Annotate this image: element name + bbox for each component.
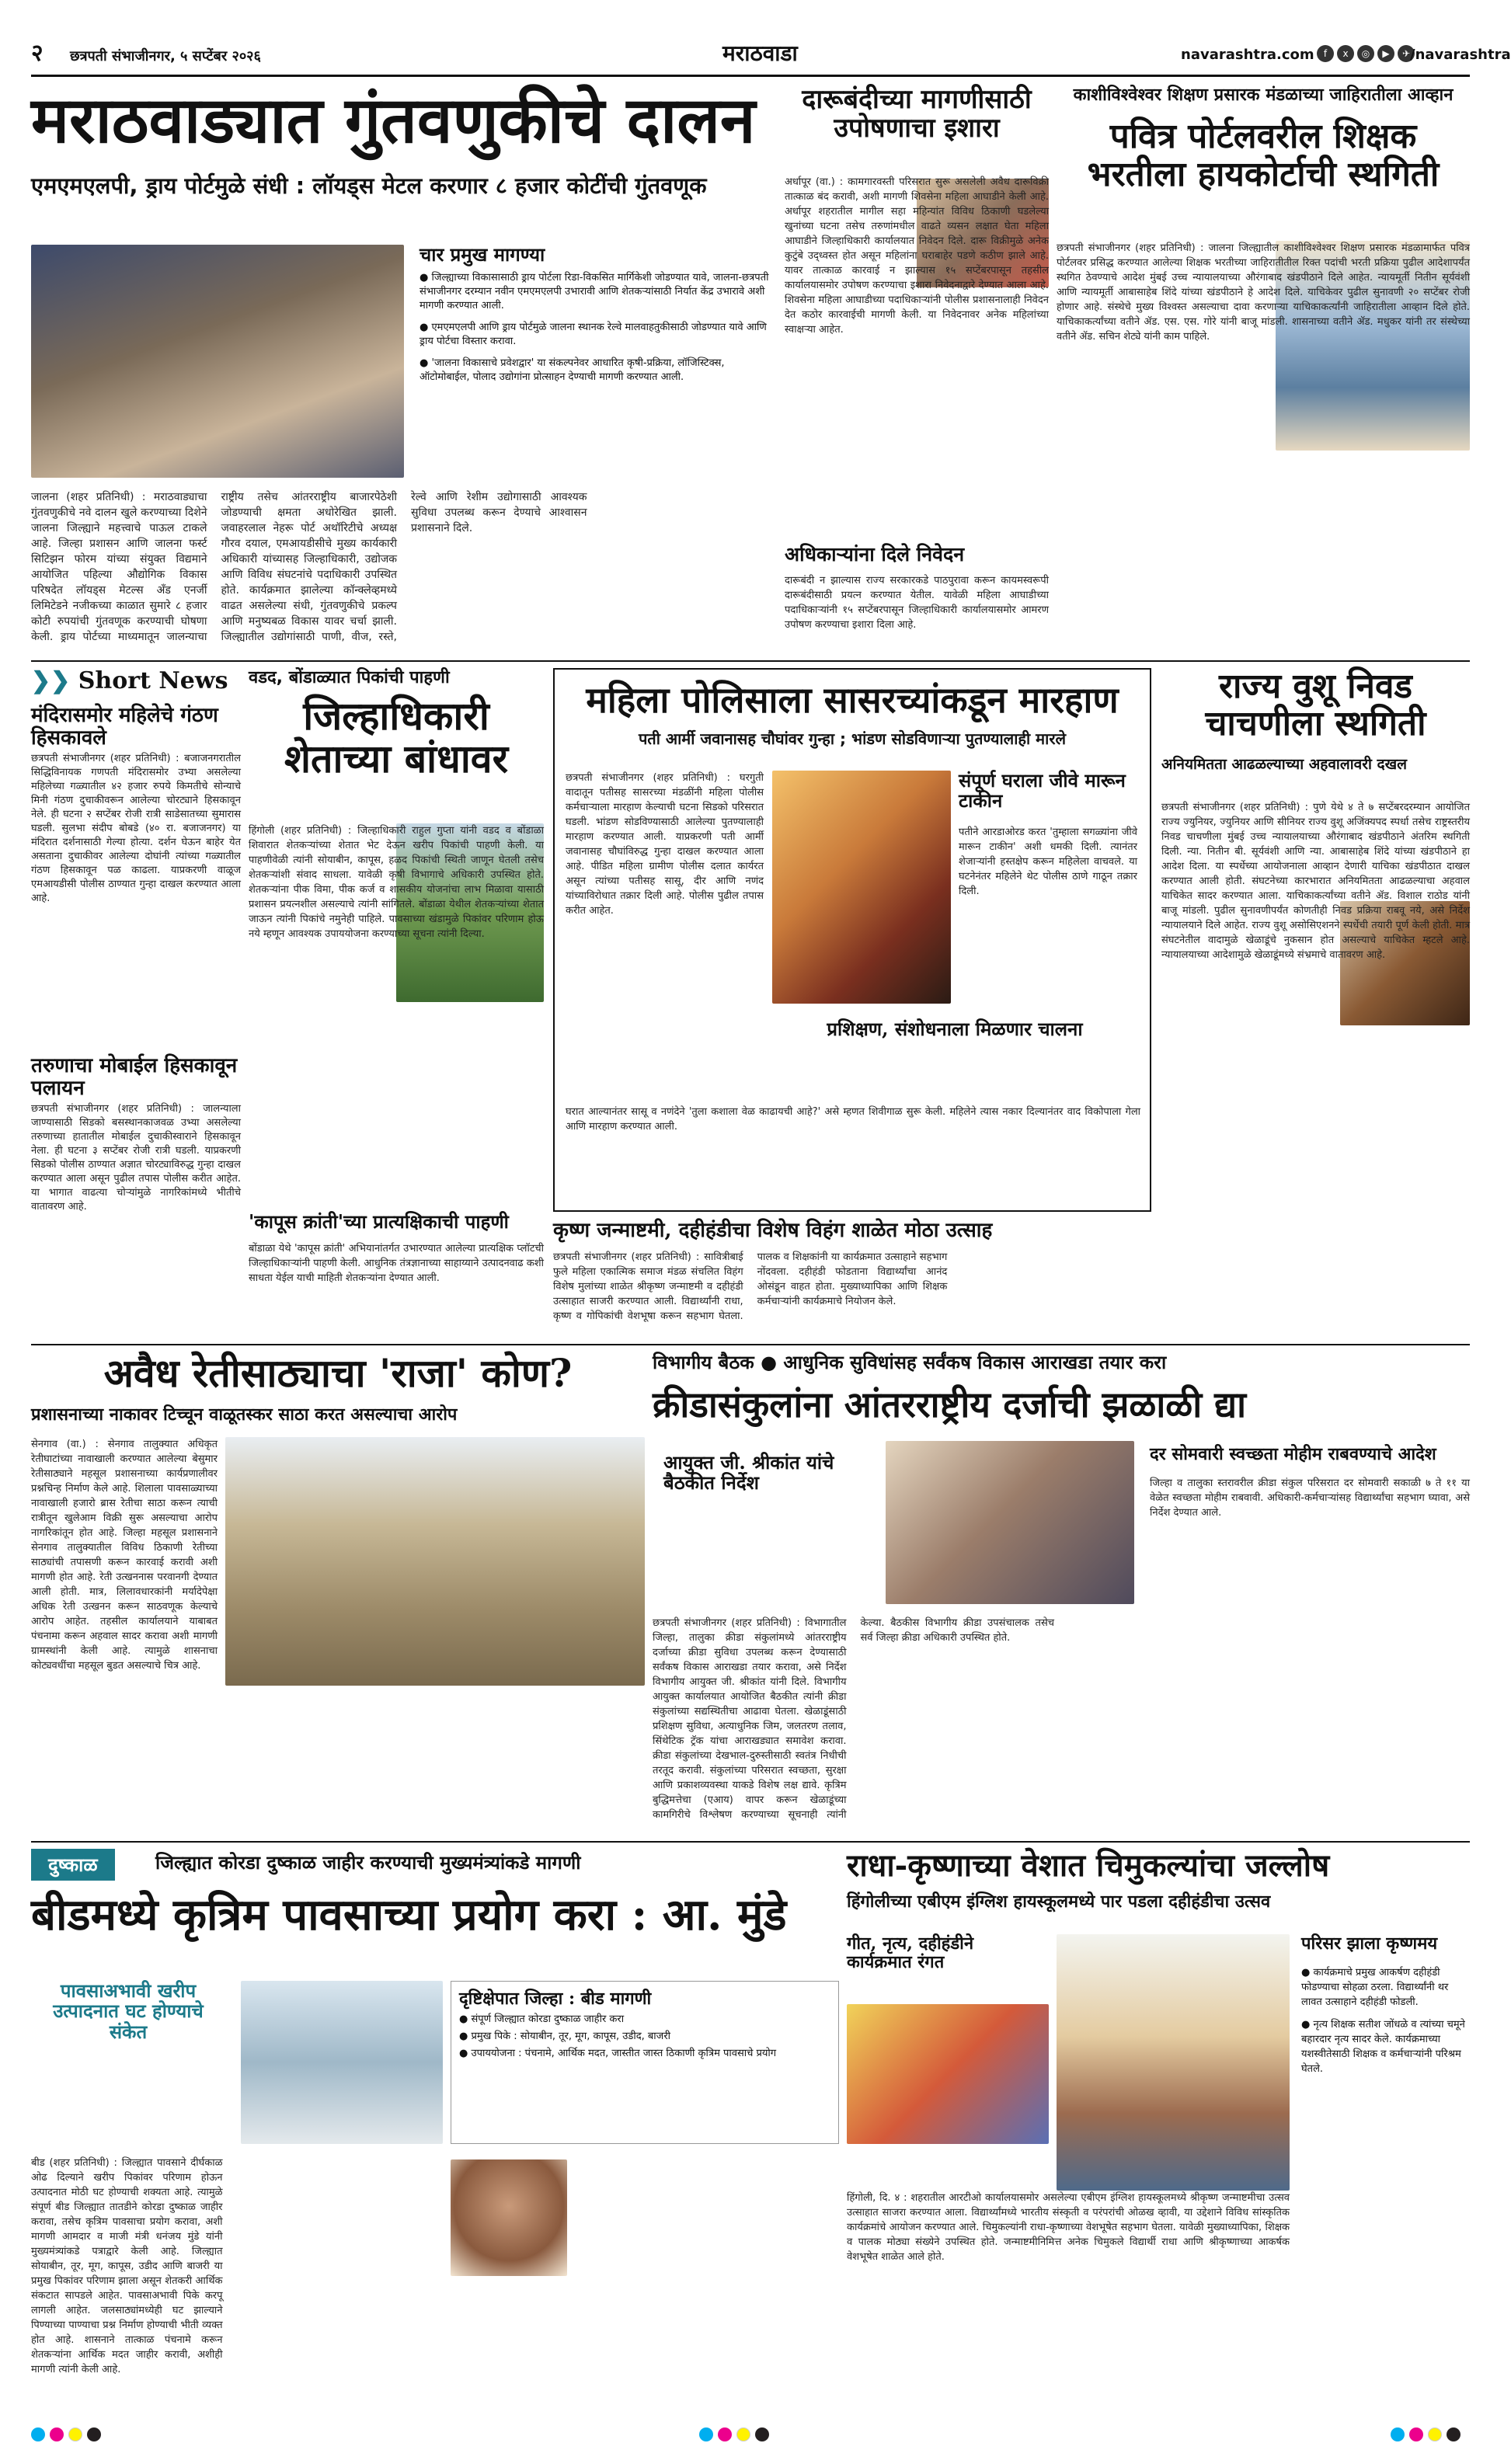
row-rule-1 — [31, 660, 1470, 662]
demand-1: ● जिल्ह्याच्या विकासासाठी ड्राय पोर्टला रिडा-विकसित मार्गिकेशी जोडण्यात यावे, जालना-छत्रपती संभाजीनगर दरम्यान नवीन एमएमएलपी उभारावी आणि शेतकऱ्यांसाठी निर्यात केंद्र उभारावे अशी मागणी करण्यात आली. — [420, 271, 777, 313]
headline: बीडमध्ये कृत्रिम पावसाच्या प्रयोग करा : आ. मुंडे — [31, 1889, 787, 1940]
color-dot-cyan — [1391, 2427, 1405, 2441]
subhead: पावसाअभावी खरीप उत्पादनात घट होण्याचे संकेत — [53, 1979, 204, 2043]
side-points — [1301, 1965, 1470, 2400]
row-rule-3 — [31, 1841, 1470, 1843]
side-title: परिसर झाला कृष्णमय — [1301, 1933, 1438, 1954]
headline: जिल्हाधिकारी शेताच्या बांधावर — [284, 693, 509, 782]
short-news-title-1: मंदिरासमोर महिलेचे गंठण हिसकावले — [31, 704, 218, 750]
story-woman-police — [553, 668, 1151, 1212]
social-icons — [1317, 45, 1418, 62]
headline: राज्य वुशू निवड चाचणीला स्थगिती — [1205, 666, 1426, 744]
story-body: छत्रपती संभाजीनगर (शहर प्रतिनिधी) : घरगुती वादातून पतीसह सासरच्या मंडळींनी महिला पोलीस कर्मचाऱ्याला मारहाण केल्याची घटना सिडको परिसरात घडली. भांडण सोडविण्यासाठी आलेल्या पुतण्यालाही मारहाण करण्यात आली. याप्रकरणी पती आर्मी जवानासह चौघांविरुद्ध गुन्हा दाखल करण्यात आला आहे. पीडित महिला ग्रामीण पोलीस दलात कार्यरत असून त्यांच्या पतीसह सासू, दीर आणि नणंद यांच्याविरोधात तक्रार दिली आहे. पोलीस पुढील तपास करीत आहेत. — [566, 772, 764, 917]
short-news-column — [31, 668, 241, 1336]
headline: मराठवाड्यात गुंतवणुकीचे दालन — [31, 83, 756, 158]
color-dot-black — [755, 2427, 769, 2441]
headline: क्रीडासंकुलांना आंतरराष्ट्रीय दर्जाची झळाळी द्या — [653, 1383, 1247, 1425]
headline: राधा-कृष्णाच्या वेशात चिमुकल्यांचा जल्लोष — [847, 1847, 1330, 1884]
demand-3: ● 'जालना विकासाचे प्रवेशद्वार' या संकल्पनेवर आधारित कृषी-प्रक्रिया, लॉजिस्टिक्स, ऑटोमोबाईल, पोलाद उद्योगांना प्रोत्साहन देण्याची मागणी करण्यात आली. — [420, 357, 777, 385]
illustration — [772, 771, 951, 1004]
story-sand-mining — [31, 1352, 645, 1833]
story-radha-krishna — [847, 1849, 1470, 2416]
headline: अवैध रेतीसाठ्याचा 'राजा' कोण? — [103, 1350, 573, 1396]
headline: महिला पोलिसाला सासरच्यांकडून मारहाण — [586, 679, 1119, 721]
headline: दारूबंदीच्या मागणीसाठी उपोषणाचा इशारा — [802, 84, 1032, 144]
demands-title: चार प्रमुख मागण्या — [420, 243, 545, 266]
masthead-date: छत्रपती संभाजीनगर, ५ सप्टेंबर २०२६ — [70, 48, 261, 64]
story-liquor-ban — [785, 85, 1049, 653]
color-dot-magenta — [50, 2427, 64, 2441]
color-dot-black — [1447, 2427, 1461, 2441]
box-body: बोंडाळा येथे 'कापूस क्रांती' अभियानांतर्गत उभारण्यात आलेल्या प्रात्यक्षिक प्लॉटची जिल्हाधिकाऱ्यांनी पाहणी केली. आधुनिक तंत्रज्ञानाच्या साहाय्याने उत्पादनवाढ कशी साधता येईल याची माहिती शेतकऱ्यांना देण्यात आली. — [249, 1243, 544, 1284]
story-investment — [31, 85, 777, 653]
subhead: आयुक्त जी. श्रीकांत यांचे बैठकीत निर्देश — [663, 1451, 834, 1495]
subhead: पती आर्मी जवानासह चौघांवर गुन्हा ; भांडण सोडविणाऱ्या पुतण्यालाही मारले — [638, 729, 1067, 748]
story-body: जालना (शहर प्रतिनिधी) : मराठवाड्याचा गुंतवणुकीचे नवे दालन खुले करण्याच्या दिशेने जालना जिल्ह्याने महत्त्वाचे पाऊल टाकले आहे. जिल्हा प्रशासन आणि जालना फर्स्ट सिटिझन फोरम यांच्या संयुक्त विद्यमाने आयोजित पहिल्या औद्योगिक विकास परिषदेत लॉयड्स मेटल्स अँड एनर्जी लिमिटेडने नजीकच्या काळात सुमारे ८ हजार कोटी रुपयांची गुंतवणूक करण्याची घोषणा केली. ड्राय पोर्टच्या माध्यमातून जालन्याचा राष्ट्रीय तसेच आंतरराष्ट्रीय बाजारपेठेशी जोडण्याची क्षमता अधोरेखित झाली. जवाहरलाल नेहरू पोर्ट अथॉरिटीचे अध्यक्ष गौरव दयाल, एमआयडीसीचे मुख्य कार्यकारी अधिकारी यांच्यासह जिल्हाधिकारी, उद्योजक आणि विविध संघटनांचे पदाधिकारी उपस्थित होते. कार्यक्रमात झालेल्या कॉन्क्लेव्हमध्ये वाढत असलेल्या संधी, गुंतवणुकीचे प्रकल्प आणि मनुष्यबळ विकास यावर चर्चा झाली. जिल्ह्यातील उद्योगांसाठी पाणी, वीज, रस्ते, रेल्वे आणि रेशीम उद्योगासाठी आवश्यक सुविधा उपलब्ध करून देण्याचे आश्वासन प्रशासनाने दिले. — [31, 491, 587, 643]
print-registration-marks-right — [1391, 2427, 1465, 2445]
facebook-icon[interactable]: f — [1317, 45, 1334, 62]
masthead-rule — [31, 75, 1470, 77]
headline: कृष्ण जन्माष्टमी, दहीहंडीचा विशेष विहंग शाळेत मोठा उत्साह — [553, 1219, 993, 1242]
box-title: दर सोमवारी स्वच्छता मोहीम राबवण्याचे आदेश — [1150, 1444, 1436, 1464]
masthead — [31, 40, 1511, 71]
story-body: छत्रपती संभाजीनगर (शहर प्रतिनिधी) : विभागातील जिल्हा, तालुका क्रीडा संकुलांमध्ये आंतरराष्ट्रीय दर्जाच्या क्रीडा सुविधा उपलब्ध करून देण्यासाठी सर्वंकष विकास आराखडा तयार करावा, असे निर्देश विभागीय आयुक्त जी. श्रीकांत यांनी दिले. विभागीय आयुक्त कार्यालयात आयोजित बैठकीत त्यांनी क्रीडा संकुलांच्या सद्यस्थितीचा आढावा घेतला. खेळाडूंसाठी प्रशिक्षण सुविधा, अत्याधुनिक जिम, जलतरण तलाव, सिंथेटिक ट्रॅक यांचा आराखड्यात समावेश करावा. क्रीडा संकुलांच्या देखभाल-दुरुस्तीसाठी स्वतंत्र निधीची तरतूद करावी. संकुलांच्या परिसरात स्वच्छता, सुरक्षा आणि प्रकाशव्यवस्था याकडे विशेष लक्ष द्यावे. कृत्रिम बुद्धिमत्तेचा (एआय) वापर करून खेळाडूंच्या कामगिरीचे विश्लेषण करण्याच्या सूचनाही त्यांनी केल्या. बैठकीस विभागीय क्रीडा उपसंचालक तसेच सर्व जिल्हा क्रीडा अधिकारी उपस्थित होते. — [653, 1617, 1054, 1821]
conference-photo — [31, 245, 404, 478]
telegram-icon[interactable]: ✈ — [1398, 45, 1415, 62]
story-collector-farm — [249, 668, 544, 1336]
box-title: दृष्टिक्षेपात जिल्हा : बीड मागणी — [459, 1989, 652, 2009]
page-number: २ — [31, 40, 44, 67]
box-point-3: ● उपाययोजना : पंचनामे, आर्थिक मदत, जास्तीत जास्त ठिकाणी कृत्रिम पावसाचे प्रयोग — [459, 2047, 830, 2061]
color-dot-yellow — [1428, 2427, 1442, 2441]
color-dot-yellow — [68, 2427, 82, 2441]
print-registration-marks — [31, 2427, 106, 2445]
short-news-body-1: छत्रपती संभाजीनगर (शहर प्रतिनिधी) : बजाजनगरातील सिद्धिविनायक गणपती मंदिरासमोर उभ्या असलेल्या महिलेच्या गळ्यातील ४२ हजार रुपये किमतीचे सोन्याचे मिनी गंठण दुचाकीवरून आलेल्या चोरट्याने हिसकावून नेले. ही घटना २ सप्टेंबर रोजी रात्री साडेसातच्या सुमारास घडली. सुलभा संदीप बोबडे (४० रा. बजाजनगर) या मंदिरात दर्शनासाठी गेल्या होत्या. दर्शन घेऊन बाहेर येत असताना दुचाकीवर आलेल्या दोघांनी त्यांच्या गळ्यातील गंठण हिसकावून पळ काढला. याप्रकरणी वाळूज एमआयडीसी पोलीस ठाण्यात गुन्हा दाखल करण्यात आला आहे. — [31, 753, 241, 905]
kicker-text: आधुनिक सुविधांसह सर्वंकष विकास आराखडा तयार करा — [783, 1352, 1167, 1373]
color-dot-black — [87, 2427, 101, 2441]
site-handle[interactable]: /navarashtra — [1410, 47, 1511, 63]
story-body: बीड (शहर प्रतिनिधी) : जिल्ह्यात पावसाने दीर्घकाळ ओढ दिल्याने खरीप पिकांवर परिणाम होऊन उत्पादनात मोठी घट होण्याची शक्यता आहे. त्यामुळे संपूर्ण बीड जिल्ह्यात तातडीने कोरडा दुष्काळ जाहीर करावा, तसेच कृत्रिम पावसाचा प्रयोग करावा, अशी मागणी आमदार व माजी मंत्री धनंजय मुंडे यांनी मुख्यमंत्र्यांकडे पत्राद्वारे केली आहे. जिल्ह्यात सोयाबीन, तूर, मूग, कापूस, उडीद आणि बाजरी या प्रमुख पिकांवर परिणाम झाला असून शेतकरी आर्थिक संकटात सापडले आहेत. पावसाअभावी पिके करपू लागली आहेत. जलसाठ्यांमध्येही घट झाल्याने पिण्याच्या पाण्याचा प्रश्न निर्माण होण्याची भीती व्यक्त होत आहे. शासनाने तात्काळ पंचनामे करून शेतकऱ्यांना आर्थिक मदत जाहीर करावी, अशीही मागणी त्यांनी केली आहे. — [31, 2157, 223, 2375]
box-body: दारूबंदी न झाल्यास राज्य सरकारकडे पाठपुरावा करून कायमस्वरूपी दारूबंदीसाठी प्रयत्न करण्यात येतील. यावेळी महिला आघाडीच्या पदाधिकाऱ्यांनी १५ सप्टेंबरपासून जिल्हाधिकारी कार्यालयासमोर आमरण उपोषण करण्याचा इशारा दिला आहे. — [785, 575, 1049, 631]
kicker: जिल्ह्यात कोरडा दुष्काळ जाहीर करण्याची मुख्यमंत्र्यांकडे मागणी — [155, 1852, 581, 1874]
story-body: छत्रपती संभाजीनगर (शहर प्रतिनिधी) : सावित्रीबाई फुले महिला एकात्मिक समाज मंडळ संचलित विहंग विशेष मुलांच्या शाळेत श्रीकृष्ण जन्माष्टमी व दहीहंडी उत्साहात साजरी करण्यात आली. विद्यार्थ्यांनी राधा, कृष्ण व गोपिकांची वेशभूषा करून सहभाग घेतला. पालक व शिक्षकांनी या कार्यक्रमात उत्साहाने सहभाग नोंदवला. दहीहंडी फोडताना विद्यार्थ्यांचा आनंद ओसंडून वाहत होता. मुख्याध्यापिका आणि शिक्षक कर्मचाऱ्यांनी कार्यक्रमाचे नियोजन केले. — [553, 1251, 948, 1322]
story-body: सेनगाव (वा.) : सेनगाव तालुक्यात अधिकृत रेतीघाटांच्या नावाखाली करण्यात आलेल्या बेसुमार रेतीसाठ्याने महसूल प्रशासनाच्या कार्यप्रणालीवर प्रश्नचिन्ह निर्माण केले आहे. शिलाला पावसाळ्याच्या नावाखाली हजारो ब्रास रेतीचा साठा करून त्याची रात्रीतून खुलेआम विक्री सुरू असल्याचा आरोप नागरिकांतून होत आहे. जिल्हा महसूल प्रशासनाने सेनगाव तालुक्यातील विविध ठिकाणी रेतीच्या साठ्यांची तपासणी करून कारवाई करावी अशी मागणी होत आहे. रेती उत्खननास परवानगी देण्यात आली होती. मात्र, लिलावधारकांनी मर्यादेपेक्षा अधिक रेती उत्खनन करून साठवणूक केल्याचे आरोप आहेत. तहसील कार्यालयाने याबाबत पंचनामा करून अहवाल सादर करावा अशी मागणी ग्रामस्थांनी केली आहे. त्यामुळे शासनाचा कोट्यवधींचा महसूल बुडत असल्याचे चित्र आहे. — [31, 1439, 218, 1672]
side-point-1: ● कार्यक्रमाचे प्रमुख आकर्षण दहीहंडी फोडण्याचा सोहळा ठरला. विद्यार्थ्यांनी थर लावत उत्साहाने दहीहंडी फोडली. — [1301, 1965, 1470, 2010]
x-icon[interactable]: x — [1337, 45, 1354, 62]
kicker-separator: ● — [761, 1352, 784, 1373]
kicker-label: विभागीय बैठक — [653, 1352, 754, 1373]
meeting-photo — [886, 1441, 1134, 1604]
headline: पवित्र पोर्टलवरील शिक्षक भरतीला हायकोर्टाची स्थगिती — [1087, 117, 1440, 194]
dahihandi-photo — [1057, 1934, 1290, 2191]
side-point-2: ● नृत्य शिक्षक सतीश जोंधळे व त्यांच्या चमूने बहारदार नृत्य सादर केले. कार्यक्रमाच्या यशस्वीतेसाठी शिक्षक व कर्मचाऱ्यांनी परिश्रम घेतले. — [1301, 2017, 1470, 2076]
instagram-icon[interactable]: ◎ — [1357, 45, 1374, 62]
subhead: प्रशासनाच्या नाकावर टिच्चून वाळूतस्कर साठा करत असल्याचा आरोप — [31, 1405, 458, 1425]
box-title: गीत, नृत्य, दहीहंडीने कार्यक्रमात रंगत — [847, 1933, 974, 1973]
story-body: हिंगोली (शहर प्रतिनिधी) : जिल्हाधिकारी राहुल गुप्ता यांनी वडद व बोंडाळा शिवारात शेतकऱ्यांच्या शेतात भेट देऊन खरीप पिकांची पाहणी केली. या पाहणीवेळी त्यांनी सोयाबीन, कापूस, हळद पिकांची स्थिती जाणून घेतली तसेच शेतकऱ्यांशी संवाद साधला. यावेळी कृषी विभागाचे अधिकारी उपस्थित होते. शेतकऱ्यांना पीक विमा, पीक कर्ज व शासकीय योजनांचा लाभ मिळावा यासाठी प्रशासन प्रयत्नशील असल्याचे त्यांनी सांगितले. बोंडाळा येथील शेतकऱ्यांच्या शेतात जाऊन त्यांनी पिकांचे नमुनेही पाहिले. पावसाच्या खंडामुळे पिकांवर परिणाम होऊ नये म्हणून आवश्यक उपाययोजना करण्याच्या सूचना त्यांनी दिल्या. — [249, 825, 544, 940]
short-news-label: ❯❯ Short News — [31, 667, 228, 694]
story-sports-complex — [653, 1352, 1470, 1833]
kicker — [653, 1352, 1470, 1374]
section-tag: दुष्काळ — [31, 1849, 115, 1881]
box-body: जिल्हा व तालुका स्तरावरील क्रीडा संकुल परिसरात दर सोमवारी सकाळी ७ ते ११ या वेळेत स्वच्छता मोहीम राबवावी. अधिकारी-कर्मचाऱ्यांसह विद्यार्थ्यांचा सहभाग घ्यावा, असे निर्देश देण्यात आले. — [1150, 1477, 1470, 1519]
row-rule-2 — [31, 1344, 1470, 1345]
chevron-right-icon: ❯❯ — [31, 667, 78, 694]
site-url[interactable]: navarashtra.com — [1181, 47, 1314, 63]
demands-box — [420, 245, 777, 478]
sand-pile-photo — [225, 1437, 645, 1686]
story-teacher-recruitment — [1057, 85, 1470, 653]
box-title: अधिकाऱ्यांना दिले निवेदन — [785, 543, 965, 566]
children-costume-photo — [847, 2004, 1049, 2144]
print-registration-marks-center — [699, 2427, 774, 2445]
color-dot-magenta — [718, 2427, 732, 2441]
subhead: अनियमितता आढळल्याच्या अहवालावरी दखल — [1161, 755, 1408, 773]
story-body: हिंगोली, दि. ४ : शहरातील आरटीओ कार्यालयासमोर असलेल्या एबीएम इंग्लिश हायस्कूलमध्ये श्रीकृष्ण जन्माष्टमीचा उत्सव उत्साहात साजरा करण्यात आला. विद्यार्थ्यांमध्ये भारतीय संस्कृती व परंपरांची ओळख व्हावी, या उद्देशाने विविध सांस्कृतिक कार्यक्रमांचे आयोजन करण्यात आले. चिमुकल्यांनी राधा-कृष्णाच्या वेशभूषेत सहभाग घेतला. यावेळी मुख्याध्यापिका, शिक्षक व पालक मोठ्या संख्येने उपस्थित होते. जन्माष्टमीनिमित्त अनेक चिमुकले विद्यार्थी राधा आणि श्रीकृष्णाच्या आकर्षक वेशभूषेत शाळेत आले होते. — [847, 2192, 1290, 2263]
box-point-1: ● संपूर्ण जिल्ह्यात कोरडा दुष्काळ जाहीर करा — [459, 2013, 830, 2027]
section-name: मराठवाडा — [722, 40, 798, 66]
box-title: संपूर्ण घराला जीवे मारून टाकीन — [959, 769, 1126, 813]
kicker: काशीविश्वेश्वर शिक्षण प्रसारक मंडळाच्या जाहिरातीला आव्हान — [1073, 85, 1454, 105]
story-body: अर्धापूर (वा.) : कामगारवस्ती परिसरात सुरू असलेली अवैध दारूविक्री तात्काळ बंद करावी, अशी मागणी शिवसेना महिला आघाडीने केली आहे. अर्धापूर शहरातील मागील सहा महिन्यांत विविध ठिकाणी घडलेल्या खुनांच्या घटना तसेच तरुणांमधील वाढते व्यसन लक्षात घेता महिला आघाडीने जिल्हाधिकारी कार्यालयात निवेदन दिले. दारू विक्रीमुळे अनेक कुटुंबे उद्ध्वस्त होत असून महिलांना घराबाहेर पडणे कठीण झाले आहे. यावर तात्काळ कारवाई न झाल्यास १५ सप्टेंबरपासून तहसील कार्यालयासमोर उपोषण करण्याचा इशारा निवेदनाद्वारे देण्यात आला आहे. शिवसेना महिला आघाडीच्या पदाधिकाऱ्यांनी पोलीस प्रशासनालाही निवेदन देत कठोर कारवाईची मागणी केली. या निवेदनावर अनेक महिलांच्या स्वाक्षऱ्या आहेत. — [785, 176, 1049, 336]
box-point-2: ● प्रमुख पिके : सोयाबीन, तूर, मूग, कापूस, उडीद, बाजरी — [459, 2030, 830, 2044]
kicker: वडद, बोंडाळ्यात पिकांची पाहणी — [249, 668, 450, 687]
story-janmashtami-school — [553, 1220, 1151, 1336]
short-news-body-2: छत्रपती संभाजीनगर (शहर प्रतिनिधी) : जालन्याला जाण्यासाठी सिडको बसस्थानकाजवळ उभ्या असलेल्या तरुणाच्या हातातील मोबाईल दुचाकीस्वाराने हिसकावून नेला. ही घटना ३ सप्टेंबर रोजी रात्री घडली. याप्रकरणी सिडको पोलीस ठाण्यात अज्ञात चोरट्याविरुद्ध गुन्हा दाखल करण्यात आला असून पुढील तपास पोलीस करीत आहेत. या भागात वाढत्या चोऱ्यांमुळे नागरिकांमध्ये भीतीचे वातावरण आहे. — [31, 1103, 241, 1213]
cloud-seeding-illustration — [241, 1981, 443, 2144]
demand-2: ● एमएमएलपी आणि ड्राय पोर्टमुळे जालना स्थानक रेल्वे मालवाहतुकीसाठी जोडण्यात यावे आणि ड्राय पोर्टचा विस्तार करावा. — [420, 321, 777, 349]
info-box — [451, 1981, 839, 2144]
story-body: छत्रपती संभाजीनगर (शहर प्रतिनिधी) : पुणे येथे ४ ते ७ सप्टेंबरदरम्यान आयोजित राज्य ज्युनियर, ज्युनियर आणि सीनियर राज्य वुशू अजिंक्यपद स्पर्धा तसेच राष्ट्रस्तरीय निवड चाचणीला मुंबई उच्च न्यायालयाच्या औरंगाबाद खंडपीठाने अंतरिम स्थगिती दिली. न्या. नितीन बी. सूर्यवंशी आणि न्या. आबासाहेब शिंदे यांच्या खंडपीठाने हा आदेश दिला. या स्पर्धेच्या आयोजनाला आव्हान देणारी याचिका खंडपीठात दाखल करण्यात आली होती. संघटनेच्या कारभारात अनियमितता आढळल्याचा अहवाल याचिकेत सादर करण्यात आला. याचिकाकर्त्यांच्या वतीने ॲड. विशाल राठोड यांनी बाजू मांडली. पुढील सुनावणीपर्यंत कोणतीही निवड प्रक्रिया राबवू नये, असे निर्देश न्यायालयाने दिले आहेत. राज्य वुशू असोसिएशनने स्पर्धेची तयारी पूर्ण केली होती. मात्र संघटनेतील वादामुळे खेळाडूंचे नुकसान होत असल्याचे याचिकेत म्हटले आहे. न्यायालयाच्या आदेशामुळे खेळाडूंमध्ये संभ्रमाचे वातावरण आहे. — [1161, 802, 1470, 961]
short-news-title-2: तरुणाचा मोबाईल हिसकावून पलायन — [31, 1054, 238, 1100]
box-body: पतीने आरडाओरड करत 'तुम्हाला सगळ्यांना जीवे मारून टाकीन' अशी धमकी दिली. त्यानंतर शेजाऱ्यांनी हस्तक्षेप करून महिलेला वाचवले. या घटनेनंतर महिलेने थेट पोलीस ठाणे गाठून तक्रार दिली. — [959, 827, 1137, 897]
box2-title: प्रशिक्षण, संशोधनाला मिळणार चालना — [827, 1018, 1083, 1040]
youtube-icon[interactable]: ▶ — [1377, 45, 1394, 62]
color-dot-cyan — [699, 2427, 713, 2441]
subhead: एमएमएलपी, ड्राय पोर्टमुळे संधी : लॉयड्स मेटल करणार ८ हजार कोटींची गुंतवणूक — [31, 172, 707, 200]
color-dot-magenta — [1409, 2427, 1423, 2441]
story-wushu — [1161, 668, 1470, 1336]
story-drought-beed — [31, 1849, 839, 2416]
box-title: 'कापूस क्रांती'च्या प्रात्यक्षिकाची पाहणी — [249, 1210, 509, 1233]
color-dot-yellow — [736, 2427, 750, 2441]
box2-body: घरात आल्यानंतर सासू व नणंदेने 'तुला कशाला वेळ काढायची आहे?' असे म्हणत शिवीगाळ सुरू केली. महिलेने त्यास नकार दिल्यानंतर वाद विकोपाला गेला आणि मारहाण करण्यात आली. — [566, 1106, 1140, 1133]
story-body: छत्रपती संभाजीनगर (शहर प्रतिनिधी) : जालना जिल्ह्यातील काशीविश्वेश्वर शिक्षण प्रसारक मंडळामार्फत पवित्र पोर्टलवर प्रसिद्ध करण्यात आलेल्या शिक्षक भरतीच्या जाहिरातीतील रिक्त पदांची भरती प्रक्रिया पुढील आदेशापर्यंत स्थगित ठेवण्याचे आदेश मुंबई उच्च न्यायालयाच्या औरंगाबाद खंडपीठाने दिले आहेत. न्यायमूर्ती नितीन सूर्यवंशी आणि न्यायमूर्ती आबासाहेब शिंदे यांच्या खंडपीठाने हे आदेश दिले. याचिकेवर पुढील सुनावणी २० सप्टेंबर रोजी होणार आहे. संस्थेचे मुख्य विश्वस्त असल्याचा दावा करणाऱ्या याचिकाकर्त्यांनी जाहिरातीला आव्हान दिले होते. याचिकाकर्त्यांच्या वतीने ॲड. एस. एस. गोरे यांनी बाजू मांडली. शासनाच्या वतीने ॲड. मधुकर यांनी तर संस्थेच्या वतीने ॲड. सचिन शेट्ये यांनी काम पाहिले. — [1057, 242, 1470, 343]
color-dot-cyan — [31, 2427, 45, 2441]
subhead: हिंगोलीच्या एबीएम इंग्लिश हायस्कूलमध्ये पार पडला दहीहंडीचा उत्सव — [847, 1892, 1271, 1912]
